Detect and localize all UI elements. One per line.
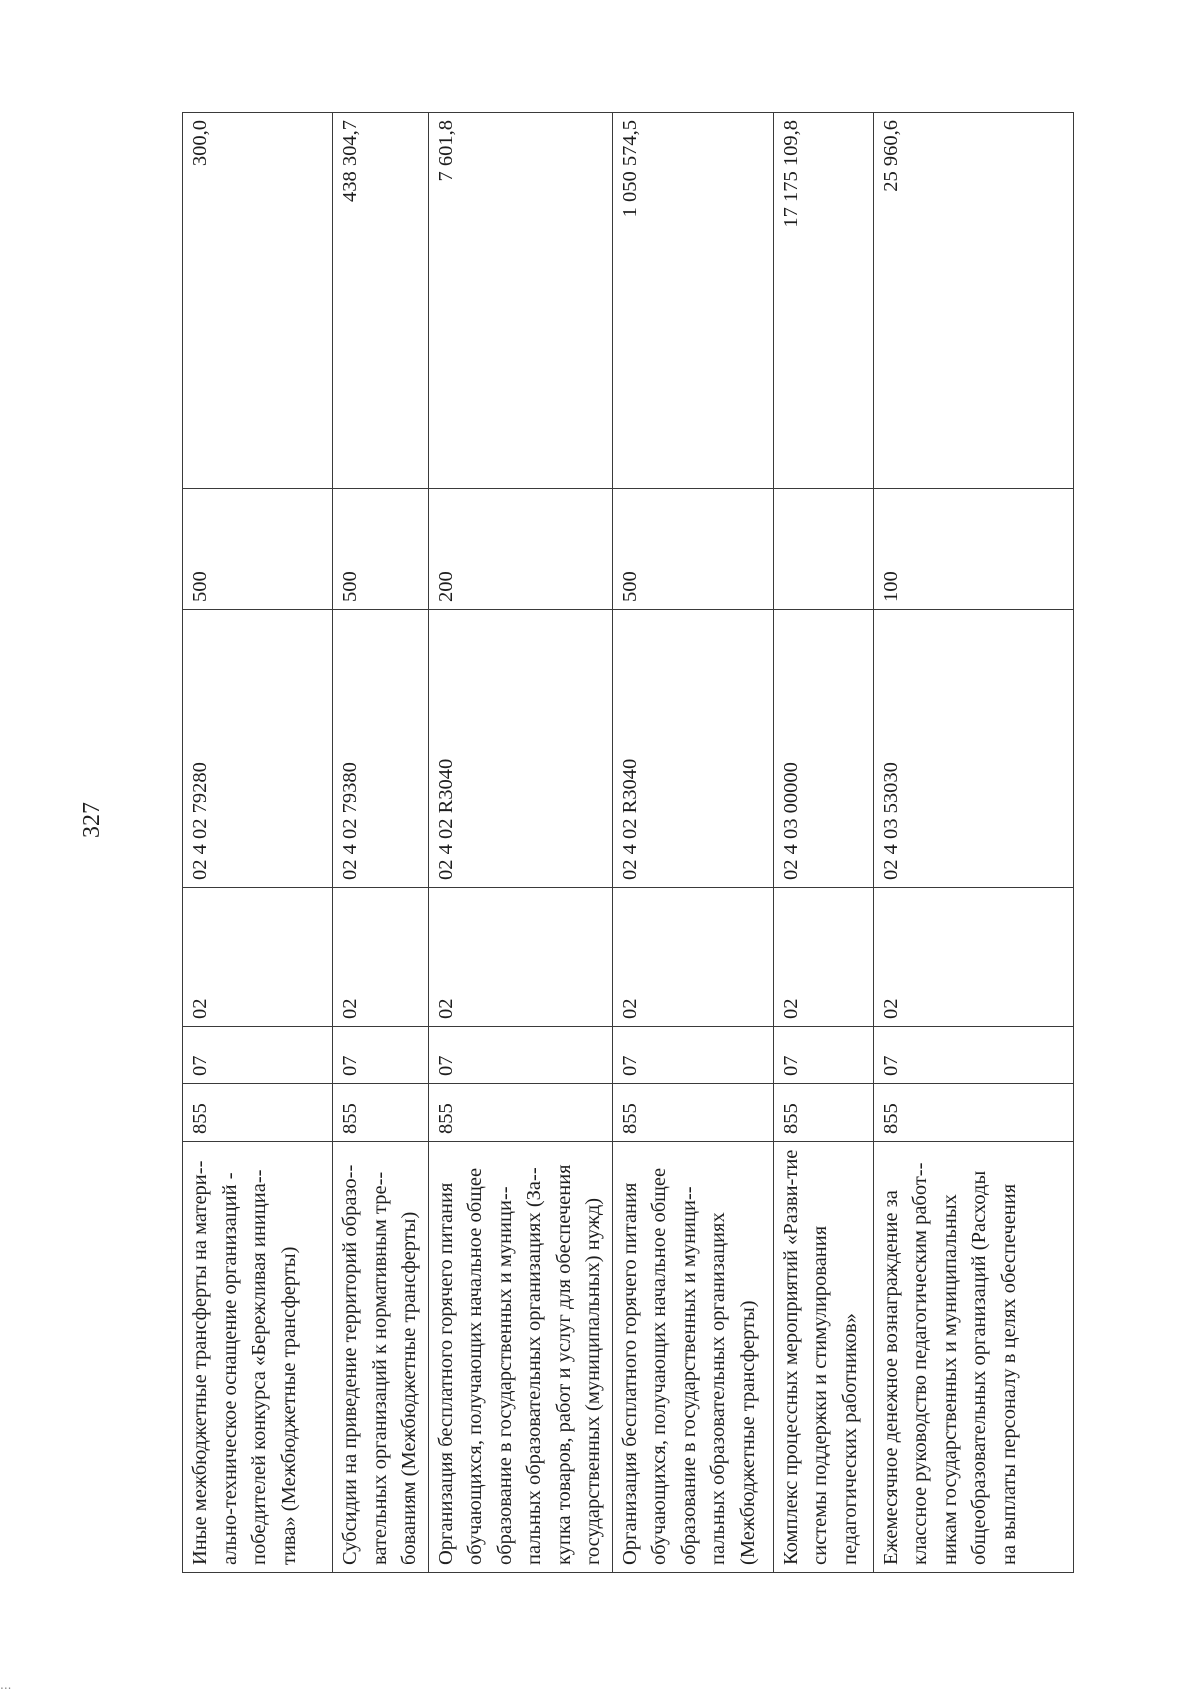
amount-cell: 1 050 574,5 — [612, 113, 773, 489]
target-article-cell: 02 4 03 00000 — [773, 610, 873, 888]
expense-type-cell — [773, 489, 873, 610]
table-row — [873, 113, 1073, 1573]
target-article-cell: 02 4 02 79380 — [333, 610, 429, 888]
subsection-code-cell: 02 — [612, 888, 773, 1027]
table-row — [612, 113, 773, 1573]
section-code-cell: 07 — [183, 1027, 333, 1084]
table-row — [773, 113, 873, 1573]
table-row — [183, 113, 333, 1573]
expense-type-cell: 200 — [428, 489, 612, 610]
row-name-cell: Иные межбюджетные трансферты на матери-ально-техническое оснащение организаций - победителей конкурса «Бережливая инициа-тива» (Межбюджетные трансферты) — [183, 1142, 333, 1573]
grbs-code-cell: 855 — [612, 1084, 773, 1142]
subsection-code-cell: 02 — [773, 888, 873, 1027]
row-name-cell: Организация бесплатного горячего питания обучающихся, получающих начальное общее образование в государственных и муници-пальных образовательных организациях (За-купка товаров, работ и услуг для обеспечения государственных (муниципальных) нужд) — [428, 1142, 612, 1573]
section-code-cell: 07 — [428, 1027, 612, 1084]
target-article-cell: 02 4 02 79280 — [183, 610, 333, 888]
grbs-code-cell: 855 — [183, 1084, 333, 1142]
subsection-code-cell: 02 — [873, 888, 1073, 1027]
rotated-table-container — [182, 113, 1065, 1573]
row-name-cell: Организация бесплатного горячего питания обучающихся, получающих начальное общее образование в государственных и муници-пальных образовательных организациях (Межбюджетные трансферты) — [612, 1142, 773, 1573]
page-number: 327 — [79, 802, 105, 838]
amount-cell: 7 601,8 — [428, 113, 612, 489]
row-name-cell: Комплекс процессных мероприятий «Разви-тие системы поддержки и стимулирования педагогических работников» — [773, 1142, 873, 1573]
expense-type-cell: 500 — [612, 489, 773, 610]
amount-cell: 17 175 109,8 — [773, 113, 873, 489]
grbs-code-cell: 855 — [873, 1084, 1073, 1142]
table-row — [333, 113, 429, 1573]
budget-table — [182, 112, 1074, 1573]
section-code-cell: 07 — [333, 1027, 429, 1084]
row-name-cell: Субсидии на приведение территорий образо-вательных организаций к нормативным тре-бованиям (Межбюджетные трансферты) — [333, 1142, 429, 1573]
section-code-cell: 07 — [773, 1027, 873, 1084]
target-article-cell: 02 4 02 R3040 — [612, 610, 773, 888]
amount-cell: 25 960,6 — [873, 113, 1073, 489]
subsection-code-cell: 02 — [183, 888, 333, 1027]
subsection-code-cell: 02 — [428, 888, 612, 1027]
scan-corner-mark: ... — [0, 1678, 12, 1692]
amount-cell: 438 304,7 — [333, 113, 429, 489]
section-code-cell: 07 — [612, 1027, 773, 1084]
expense-type-cell: 500 — [183, 489, 333, 610]
expense-type-cell: 500 — [333, 489, 429, 610]
grbs-code-cell: 855 — [333, 1084, 429, 1142]
table-row — [428, 113, 612, 1573]
expense-type-cell: 100 — [873, 489, 1073, 610]
row-name-cell: Ежемесячное денежное вознаграждение за классное руководство педагогическим работ-никам государственных и муниципальных общеобразовательных организаций (Расходы на выплаты персоналу в целях обеспечения — [873, 1142, 1073, 1573]
target-article-cell: 02 4 03 53030 — [873, 610, 1073, 888]
grbs-code-cell: 855 — [428, 1084, 612, 1142]
subsection-code-cell: 02 — [333, 888, 429, 1027]
section-code-cell: 07 — [873, 1027, 1073, 1084]
grbs-code-cell: 855 — [773, 1084, 873, 1142]
target-article-cell: 02 4 02 R3040 — [428, 610, 612, 888]
amount-cell: 300,0 — [183, 113, 333, 489]
